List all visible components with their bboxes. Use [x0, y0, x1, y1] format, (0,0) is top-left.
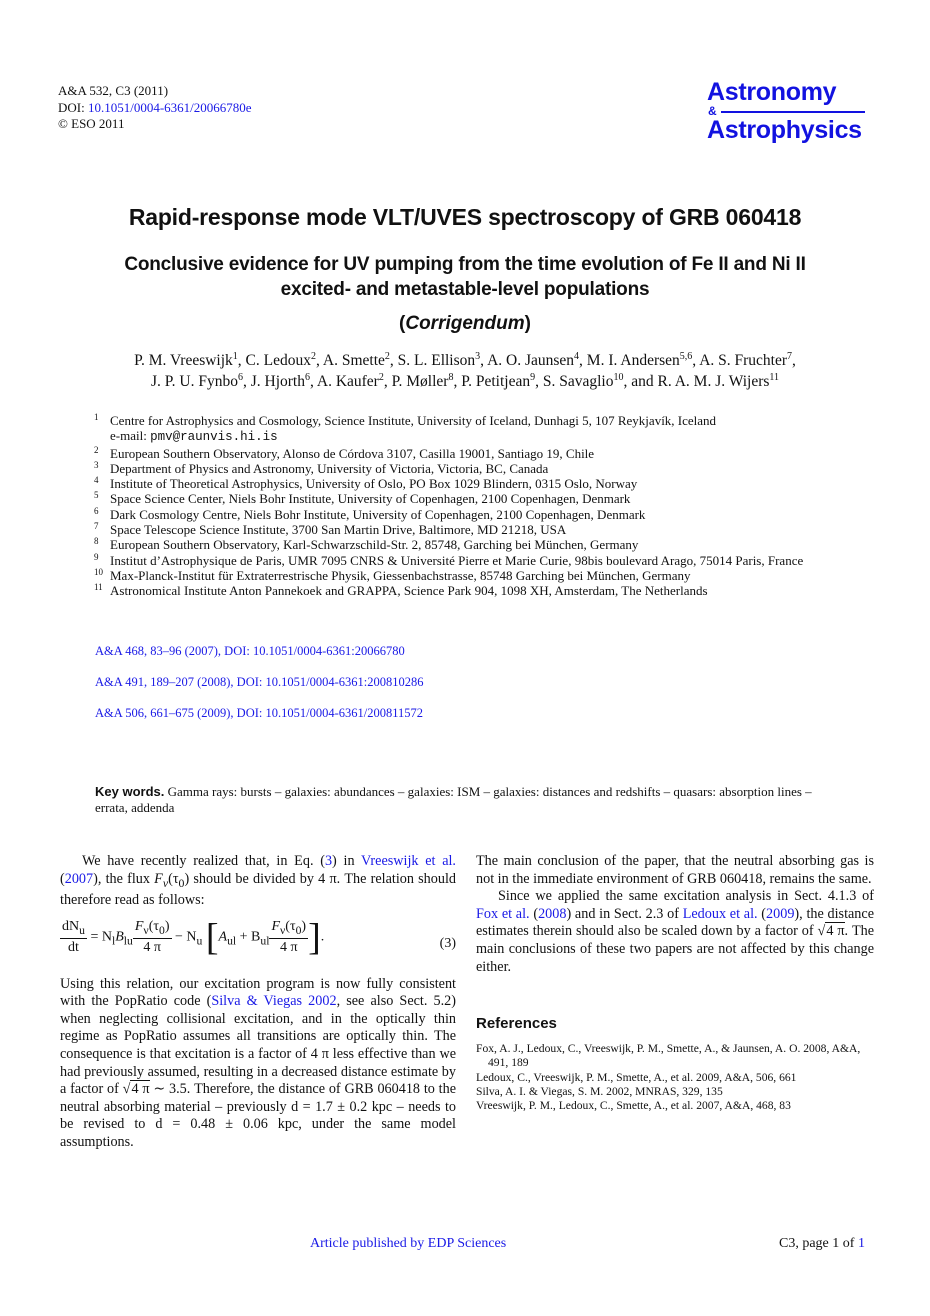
- reference-list: [476, 1042, 876, 1113]
- citation: A&A 532, C3 (2011): [58, 83, 169, 98]
- flux-fraction-2: $\frac{F_\nu(\tau_0)}{4 \pi}$: [271, 918, 307, 956]
- logo-line1: Astronomy: [707, 78, 837, 106]
- publisher-link[interactable]: Article published by EDP Sciences: [310, 1236, 507, 1251]
- affiliation: 5 Space Science Center, Niels Bohr Institute, University of Copenhagen, 2100 Copenhagen, Denmark: [94, 490, 631, 507]
- author: C. Ledoux$^2$: [245, 351, 316, 369]
- citation-year-link[interactable]: 2008: [538, 905, 567, 922]
- affiliation: 2 European Southern Observatory, Alonso de Córdova 3107, Casilla 19001, Santiago 19, Chile: [94, 444, 595, 461]
- affiliation: 10 Max-Planck-Institut für Extraterrestrische Physik, Giessenbachstrasse, 85748 Garching bei München, Germany: [94, 566, 691, 583]
- original-article-link[interactable]: A&A 491, 189–207 (2008), DOI: 10.1051/0004-6361:200810286: [95, 675, 424, 689]
- original-article-link[interactable]: A&A 468, 83–96 (2007), DOI: 10.1051/0004-6361:20066780: [95, 644, 405, 658]
- corrigendum-word: Corrigendum: [405, 313, 525, 334]
- doi-link[interactable]: 10.1051/0004-6361/20066780e: [87, 99, 252, 115]
- logo-rule: [721, 111, 865, 113]
- body-paragraph-3: The main conclusion of the paper, that the neutral absorbing gas is not in the immediate environment of GRB 060418, remains the same. Since we applied the same excitation analysis in Sect. 4.1.3 of Fox et al. (2008) and in Sect. 2.3 of Ledoux et al. (2009), the distance estimates therein should also be scaled down by a factor of √4 π. The main conclusions of these two papers are not affected by this change either.: [476, 853, 875, 975]
- doi-line: [58, 100, 252, 117]
- citation-link[interactable]: Ledoux et al.: [682, 905, 758, 922]
- keywords: [95, 784, 845, 816]
- body-paragraph-2: Using this relation, our excitation program is now fully consistent with the PopRatio code (Silva & Viegas 2002, see also Sect. 5.2) when neglecting collisional excitation, and in the optically thin regime as PopRatio assumes all transitions are optically thin. The consequence is that excitation is a factor of 4 π less effective than we had previously assumed, resulting in a decreased distance estimate by a factor of √4 π ∼ 3.5. Therefore, the distance of GRB 060418 to the neutral absorbing material – previously d = 1.7 ± 0.2 kpc – needs to be revised to d = 0.48 ± 0.06 kpc, under the same model assumptions.: [60, 975, 457, 1150]
- keywords-text: Gamma rays: bursts – galaxies: abundances – galaxies: ISM – galaxies: distances and redshifts – quasars: absorption lines – errata, addenda: [95, 784, 812, 815]
- paren-open: (: [399, 313, 406, 334]
- affiliation: 1 Centre for Astrophysics and Cosmology, Science Institute, University of Iceland, Dunhagi 5, 107 Reykjavík, Iceland e-mail: pmv@raunvis.hi.is: [94, 412, 717, 445]
- subtitle-line2: excited- and metastable-level populations: [280, 279, 650, 300]
- affiliation: 8 European Southern Observatory, Karl-Schwarzschild-Str. 2, 85748, Garching bei München, Germany: [94, 536, 639, 553]
- author: A. Kaufer$^2$: [316, 372, 384, 390]
- right-column: [476, 853, 874, 1113]
- original-article-link[interactable]: A&A 506, 661–675 (2009), DOI: 10.1051/0004-6361/200811572: [95, 706, 423, 720]
- equation-3: [60, 918, 456, 970]
- affiliation: 9 Institut d’Astrophysique de Paris, UMR 7095 CNRS & Université Pierre et Marie Curie, 98bis boulevard Arago, 75014 Paris, France: [94, 551, 804, 568]
- author: M. I. Andersen$^{5,6}$: [586, 351, 693, 369]
- paper-title: Rapid-response mode VLT/UVES spectroscopy of GRB 060418: [128, 204, 802, 230]
- author: A. S. Fruchter$^7$: [699, 351, 793, 369]
- citation-link[interactable]: Vreeswijk et al.: [361, 853, 456, 869]
- references-heading: References: [476, 1015, 557, 1033]
- email-address[interactable]: pmv@raunvis.hi.is: [150, 430, 278, 445]
- subtitle-line1: Conclusive evidence for UV pumping from the time evolution of Fe II and Ni II: [124, 254, 806, 275]
- reference-item: Ledoux, C., Vreeswijk, P. M., Smette, A., et al. 2009, A&A, 506, 661: [476, 1070, 797, 1084]
- author: A. O. Jaunsen$^4$: [487, 351, 580, 369]
- reference-item: Silva, A. I. & Viegas, S. M. 2002, MNRAS, 329, 135: [476, 1084, 723, 1098]
- citation-year-link[interactable]: 2009: [766, 905, 795, 922]
- author: J. P. U. Fynbo$^6$: [150, 372, 243, 390]
- page-number: C3, page 1 of 1: [779, 1236, 865, 1251]
- flux-fraction: $\frac{F_\nu(\tau_0)}{4 \pi}$: [134, 918, 170, 956]
- lhs-fraction: $\frac{dN_u}{dt}$: [62, 918, 85, 956]
- citation-year-link[interactable]: 2007: [64, 870, 94, 887]
- logo-line2: Astrophysics: [707, 116, 862, 144]
- affiliation: 6 Dark Cosmology Centre, Niels Bohr Institute, University of Copenhagen, 2100 Copenhagen, Denmark: [94, 505, 646, 522]
- author: P. M. Vreeswijk$^1$: [134, 351, 238, 369]
- author: A. Smette$^2$: [322, 351, 390, 369]
- reference-item: Fox, A. J., Ledoux, C., Vreeswijk, P. M., Smette, A., & Jaunsen, A. O. 2008, A&A, 491, 189: [476, 1042, 861, 1070]
- affiliation: 4 Institute of Theoretical Astrophysics, University of Oslo, PO Box 1029 Blindern, 0315 Oslo, Norway: [94, 475, 638, 492]
- author-line-1: P. M. Vreeswijk$^1$, C. Ledoux$^2$, A. Smette$^2$, S. L. Ellison$^3$, A. O. Jaunsen$^4$, M. I. Andersen$^{5,6}$, A. S. Fruchter$^7$,: [134, 351, 796, 369]
- author: R. A. M. J. Wijers$^{11}$: [657, 372, 780, 390]
- author: S. L. Ellison$^3$: [397, 351, 481, 369]
- author: P. Petitjean$^9$: [461, 372, 536, 390]
- paper-subtitle: [0, 252, 930, 302]
- corrigendum-label: [0, 311, 930, 336]
- body-paragraph-1: We have recently realized that, in Eq. (3) in Vreeswijk et al. (2007), the flux $F_\nu(\tau_0)$ should be divided by 4 π. The relation should therefore read as follows:: [60, 853, 456, 909]
- journal-header: [58, 83, 252, 133]
- equation-number: (3): [439, 935, 456, 951]
- author-line-2: J. P. U. Fynbo$^6$, J. Hjorth$^6$, A. Kaufer$^2$, P. Møller$^8$, P. Petitjean$^9$, S. Savaglio$^{10}$, and R. A. M. J. Wijers$^{11}$: [150, 372, 780, 390]
- affiliation: 11 Astronomical Institute Anton Pannekoek and GRAPPA, Science Park 904, 1098 XH, Amsterdam, The Netherlands: [94, 582, 708, 599]
- logo-ampersand: &: [708, 104, 717, 118]
- doi-label: DOI:: [58, 99, 88, 115]
- author-list: [20, 350, 910, 392]
- equation-body: $\frac{dN_u}{dt}$ = $N_lB_{lu}$ $\frac{F_\nu(\tau_0)}{4 \pi}$ − $N_u$ [$A_{ul} + B_{ul}$ $\frac{F_\nu(\tau_0)}{4 \pi}$ ].: [62, 916, 325, 959]
- journal-logo: [707, 79, 877, 145]
- citation-link[interactable]: Silva & Viegas 2002: [211, 993, 337, 1010]
- author: P. Møller$^8$: [391, 372, 454, 390]
- keywords-label: Key words.: [95, 784, 165, 799]
- author: S. Savaglio$^{10}$: [542, 372, 624, 390]
- author: J. Hjorth$^6$: [250, 372, 310, 390]
- affiliation: 3 Department of Physics and Astronomy, University of Victoria, Victoria, BC, Canada: [94, 459, 549, 476]
- left-column: [60, 853, 456, 1152]
- paren-close: ): [524, 313, 531, 334]
- affiliation-list: [96, 413, 856, 599]
- citation-link[interactable]: Fox et al.: [476, 905, 530, 922]
- affiliation: 7 Space Telescope Science Institute, 3700 San Martin Drive, Baltimore, MD 21218, USA: [94, 521, 567, 538]
- last-page-link[interactable]: 1: [857, 1236, 865, 1251]
- email-label: e-mail:: [110, 428, 151, 444]
- reference-item: Vreeswijk, P. M., Ledoux, C., Smette, A., et al. 2007, A&A, 468, 83: [476, 1098, 791, 1112]
- copyright: © ESO 2011: [58, 116, 125, 131]
- equation-ref-link[interactable]: 3: [324, 853, 333, 869]
